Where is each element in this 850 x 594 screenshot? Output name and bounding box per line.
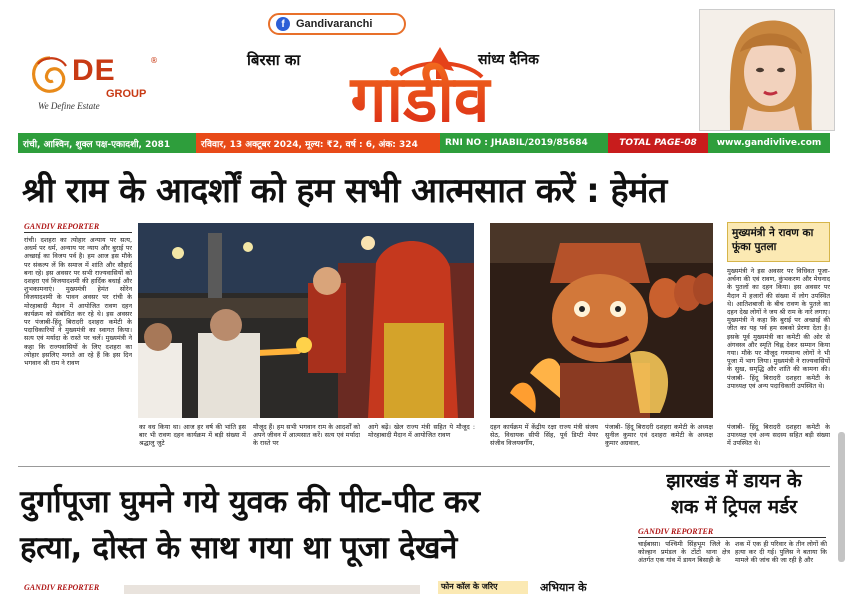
- third-byline-rule: [638, 537, 826, 538]
- lead-caption-2: मौजूद हैं। हम सभी भगवान राम के आदर्शों को अपने जीवन में आत्मसात करें। सत्य एवं मर्यादा के रास्ते पर: [253, 423, 360, 448]
- rni-number: RNI NO : JHABIL/2019/85684: [440, 133, 608, 153]
- masthead-suffix: सांध्य दैनिक: [478, 52, 539, 68]
- second-story-headline-line-2: हत्या, दोस्त के साथ गया था पूजा देखने: [20, 530, 458, 566]
- ravana-effigy-photo: [490, 223, 713, 418]
- de-tagline: We Define Estate: [38, 101, 100, 111]
- lead-caption-4: दहन कार्यक्रम में केंद्रीय रक्षा राज्य मंत्री संजय सेठ, विधायक सीपी सिंह, पूर्व डिप्टी मेयर संजीव विजयवर्गीय,: [490, 423, 598, 448]
- facebook-icon: f: [276, 17, 290, 31]
- bottom-photo-strip: [124, 585, 420, 594]
- lead-headline: श्री राम के आदर्शों को हम सभी आत्मसात करें : हेमंत: [22, 171, 667, 211]
- facebook-handle: Gandivaranchi: [296, 18, 373, 30]
- lead-caption-1: का वध किया था। आज हर वर्ष की भांति इस बार भी रावण दहन कार्यक्रम में बड़ी संख्या में श्रद्धालु जुटे: [139, 423, 246, 448]
- second-story-reporter: GANDIV REPORTER: [24, 583, 100, 592]
- de-group-advert: [28, 52, 163, 114]
- second-story-headline: [20, 479, 630, 571]
- issue-place-date: रांची, आश्विन, शुक्ल पक्ष-एकादशी, 2081: [18, 133, 196, 153]
- total-pages: TOTAL PAGE-08: [608, 133, 708, 153]
- lead-caption-5: पंजाबी- हिंदू बिरादरी दशहरा कमेटी के अध्यक्ष सुनील कुमार एवं दशहरा कमेटी के अध्यक्ष कुमार अग्रवाल,: [605, 423, 713, 448]
- masthead-prefix: बिरसा का: [247, 51, 301, 69]
- sidebar-caption: पंजाबी- हिंदू बिरादरी दशहरा कमेटी के उपाध्यक्ष एवं अन्य सदस्य सहित बड़ी संख्या में उपस्थित थे।: [727, 423, 830, 448]
- lead-caption-3: आगे बढ़ें। खेल राज्य मंत्री सहित ये मौजूद : मोरहाबादी मैदान में आयोजित रावण: [368, 423, 475, 440]
- section-divider: [18, 466, 830, 467]
- celebrity-portrait-photo: [699, 9, 835, 131]
- sidebar-body: मुख्यमंत्री ने इस अवसर पर विधिवत पूजा-अर्चना की एवं रावण, कुंभकरण और मेघनाद के पुतलों का दहन किया। इस अवसर पर मैदान में हजारों की संख्या में लोग उपस्थित थे। आतिशबाजी के बीच रावण के पुतले का दहन देख लोगों ने जय श्री राम के नारे लगाए। मुख्यमंत्री ने कहा कि बुराई पर अच्छाई की जीत का यह पर्व हम सबको प्रेरणा देता है। इसके पूर्व मुख्यमंत्री का कमेटी की ओर से अंगवस्त्र और स्मृति चिह्न देकर सम्मान किया गया। मौके पर मौजूद गणमान्य लोगों ने भी पूजा में भाग लिया। मुख्यमंत्री ने राज्यवासियों के सुख, समृद्धि और शांति की कामना की। पंजाबी- हिंदू बिरादरी दशहरा कमेटी के उपाध्यक्ष एवं अन्य पदाधिकारी उपस्थित थे।: [727, 267, 830, 390]
- third-story-reporter: GANDIV REPORTER: [638, 527, 714, 536]
- de-brand-name: DE: [72, 54, 116, 87]
- page-scrollbar[interactable]: [838, 432, 845, 562]
- sidebar-headline: मुख्यमंत्री ने रावण का फूंका पुतला: [727, 222, 830, 262]
- masthead-title-text: गांडीव: [350, 63, 490, 129]
- registered-mark: ®: [150, 56, 158, 65]
- lead-story-column-1: रांची। दशहरा का त्योहार अन्याय पर सत्य, अधर्म पर धर्म, अन्याय पर न्याय और बुराई पर अच्छाई का विजय पर्व है। हम आज इस मौके पर संकल्प लें कि समाज में शांति और सौहार्द बना रहे। इस अवसर पर सभी राज्यवासियों को दशहरा एवं विजयादशमी की हार्दिक बधाई और शुभकामनाएं। मुख्यमंत्री हेमंत सोरेन विजयादशमी के पावन अवसर पर रांची के मोरहाबादी मैदान में आयोजित रावण दहन कार्यक्रम को संबोधित कर रहे थे। इस अवसर पर पंजाबी-हिंदू बिरादरी दशहरा कमेटी के पदाधिकारियों ने मुख्यमंत्री का स्वागत किया। सत्य एवं मर्यादा के रास्ते पर चलें। मुख्यमंत्री ने कहा कि राज्यवासियों के लिए दशहरा का त्योहार इसलिए मनाते आ रहे हैं कि इस दिन भगवान श्री राम ने रावण: [24, 236, 132, 368]
- facebook-handle-badge[interactable]: [268, 13, 406, 35]
- website-link[interactable]: www.gandivlive.com: [708, 133, 830, 153]
- bottom-teaser-heading: अभियान के: [540, 581, 587, 594]
- third-story-headline: [636, 468, 832, 520]
- third-story-headline-line-2: शक में ट्रिपल मर्डर: [670, 496, 798, 518]
- second-story-headline-line-1: दुर्गापूजा घुमने गये युवक की पीट-पीट कर: [20, 484, 480, 520]
- de-group-label: GROUP: [106, 88, 147, 100]
- third-story-headline-line-1: झारखंड में डायन के: [666, 470, 802, 492]
- third-story-column-2: शक में एक ही परिवार के तीन लोगों की हत्या कर दी गई। पुलिस ने बताया कि मामले की जांच की जा रही है और: [735, 540, 827, 565]
- third-story-column-1: चाईबासा। पश्चिमी सिंहभूम जिले के कोल्हान प्रमंडल के टोंटो थाना क्षेत्र अंतर्गत एक गांव में डायन बिसाही के: [638, 540, 730, 565]
- lead-reporter-byline: GANDIV REPORTER: [24, 222, 100, 231]
- masthead-title: [250, 47, 590, 129]
- issue-date-price: रविवार, 13 अक्टूबर 2024, मूल्य: ₹2, वर्ष : 6, अंक: 324: [196, 133, 440, 153]
- issue-info-strip: [18, 133, 830, 153]
- byline-rule: [24, 232, 132, 233]
- de-group-swirl-logo: [28, 54, 72, 98]
- dussehra-event-photo: [138, 223, 474, 418]
- phone-call-teaser: फोन कॉल के जरिए: [438, 581, 528, 594]
